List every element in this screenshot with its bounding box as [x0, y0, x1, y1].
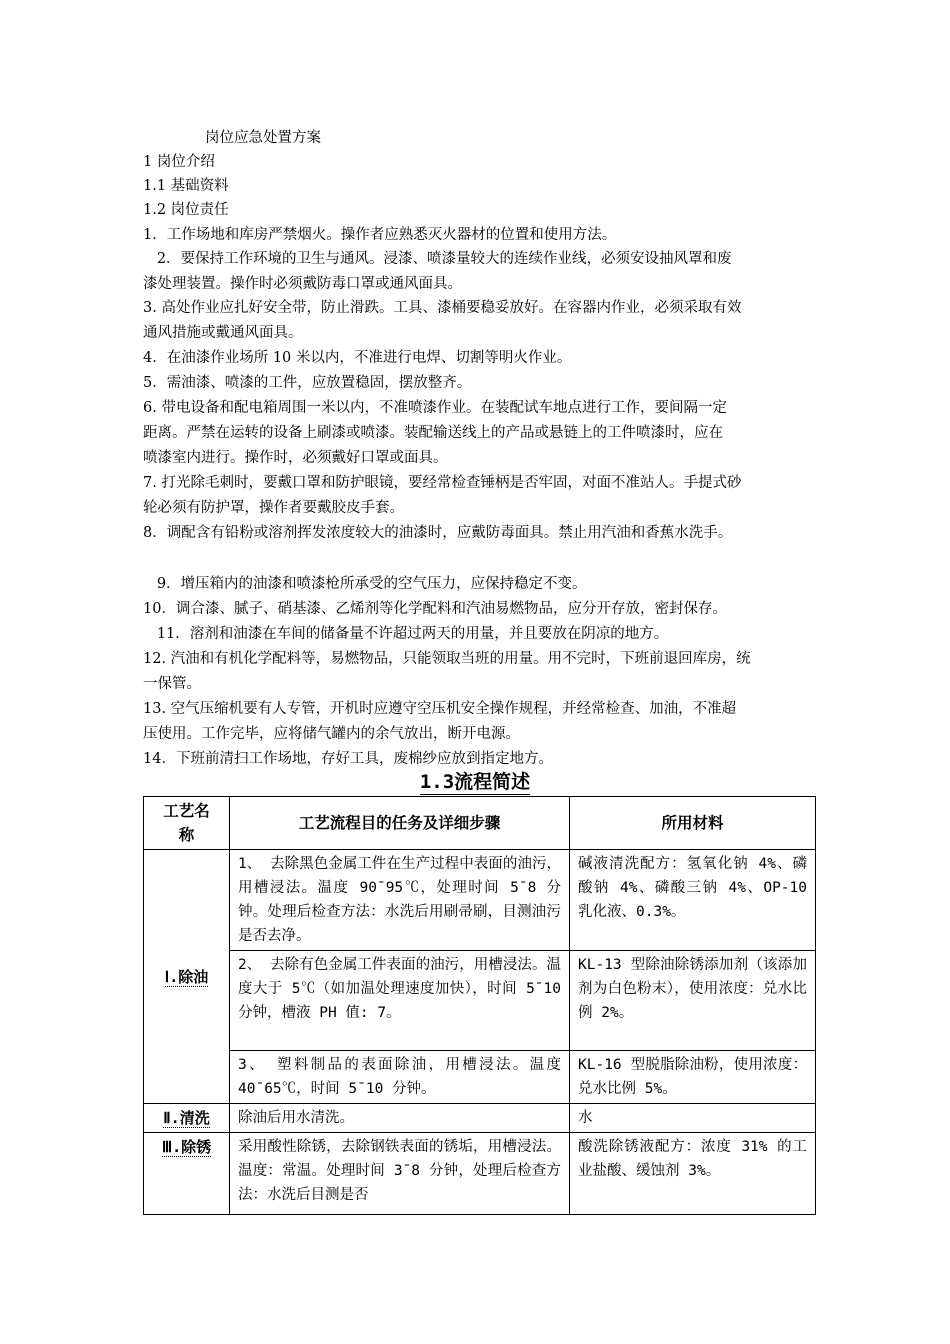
process-name-cell	[144, 1104, 230, 1133]
text-line: 漆处理装置。操作时必须戴防毒口罩或通风面具。	[143, 276, 462, 292]
process-name-cell	[144, 850, 230, 1104]
text-line: 1.1 基础资料	[143, 178, 229, 194]
text-line: 11．溶剂和油漆在车间的储备量不许超过两天的用量，并且要放在阴凉的地方。	[143, 626, 669, 642]
materials-cell: 水	[570, 1104, 816, 1133]
process-name-cell	[144, 1133, 230, 1215]
text-line: 喷漆室内进行。操作时，必须戴好口罩或面具。	[143, 450, 448, 466]
section-title	[0, 770, 950, 794]
text-line: 压使用。工作完毕，应将储气罐内的余气放出，断开电源。	[143, 726, 520, 742]
section-title-text: 1.3流程简述	[419, 771, 531, 793]
materials-cell: KL-13 型除油除锈添加剂（该添加剂为白色粉末），使用浓度：兑水比例 2%。	[570, 951, 816, 1051]
table-row	[144, 951, 816, 1051]
header-steps: 工艺流程目的任务及详细步骤	[230, 797, 570, 850]
text-line: 12. 汽油和有机化学配料等，易燃物品，只能领取当班的用量。用不完时，下班前退回库房，统	[143, 651, 751, 667]
doc-title: 岗位应急处置方案	[205, 130, 321, 146]
text-line: 距离。严禁在运转的设备上刷漆或喷漆。装配输送线上的产品或悬链上的工件喷漆时，应在	[143, 425, 723, 441]
process-table	[143, 796, 816, 1215]
text-line: 14．下班前清扫工作场地，存好工具，废棉纱应放到指定地方。	[143, 751, 553, 767]
text-line: 3. 高处作业应扎好安全带，防止滑跌。工具、漆桶要稳妥放好。在容器内作业，必须采取有效	[143, 300, 742, 316]
text-line: 10．调合漆、腻子、硝基漆、乙烯剂等化学配料和汽油易燃物品，应分开存放，密封保存。	[143, 601, 727, 617]
text-line: 8．调配含有铅粉或溶剂挥发浓度较大的油漆时，应戴防毒面具。禁止用汽油和香蕉水洗手。	[143, 525, 733, 541]
text-line: 轮必须有防护罩，操作者要戴胶皮手套。	[143, 500, 404, 516]
text-line: 5．需油漆、喷漆的工件，应放置稳固，摆放整齐。	[143, 375, 472, 391]
table-row	[144, 850, 816, 951]
text-line: 7. 打光除毛刺时，要戴口罩和防护眼镜，要经常检查锤柄是否牢固，对面不准站人。手提式砂	[143, 475, 742, 491]
text-line: 通风措施或戴通风面具。	[143, 325, 303, 341]
text-line: 9．增压箱内的油漆和喷漆枪所承受的空气压力，应保持稳定不变。	[143, 576, 587, 592]
text-line: 6. 带电设备和配电箱周围一米以内，不准喷漆作业。在装配试车地点进行工作，要间隔一定	[143, 400, 727, 416]
table-row	[144, 1133, 816, 1215]
materials-cell: 碱液清洗配方：氢氧化钠 4%、磷酸钠 4%、磷酸三钠 4%、OP-10 乳化液、0.3%。	[570, 850, 816, 951]
steps-cell: 除油后用水清洗。	[230, 1104, 570, 1133]
text-line: 2．要保持工作环境的卫生与通风。浸漆、喷漆量较大的连续作业线，必须安设抽风罩和废	[143, 251, 732, 267]
table-row	[144, 1051, 816, 1104]
process-name: Ⅰ.除油	[164, 967, 209, 986]
steps-cell: 3、 塑料制品的表面除油，用槽浸法。温度 40¯65℃，时间 5¯10 分钟。	[230, 1051, 570, 1104]
text-line: 一保管。	[143, 676, 201, 692]
process-name: Ⅲ.除锈	[161, 1138, 212, 1156]
materials-cell: KL-16 型脱脂除油粉，使用浓度：兑水比例 5%。	[570, 1051, 816, 1104]
text-line: 1.2 岗位责任	[143, 202, 229, 218]
text-line: 1 岗位介绍	[143, 154, 215, 170]
materials-cell: 酸洗除锈液配方：浓度 31% 的工业盐酸、缓蚀剂 3%。	[570, 1133, 816, 1215]
text-line: 13. 空气压缩机要有人专管，开机时应遵守空压机安全操作规程，并经常检查、加油，不准超	[143, 701, 737, 717]
steps-cell: 采用酸性除锈，去除钢铁表面的锈垢，用槽浸法。温度：常温。处理时间 3¯8 分钟，处理后检查方法：水洗后目测是否	[230, 1133, 570, 1215]
header-process-name: 工艺名称	[144, 797, 230, 850]
table-row	[144, 1104, 816, 1133]
table-header-row	[144, 797, 816, 850]
steps-cell: 2、 去除有色金属工件表面的油污，用槽浸法。温度大于 5℃（如加温处理速度加快），时间 5¯10 分钟，槽液 PH 值: 7。	[230, 951, 570, 1051]
text-line: 4．在油漆作业场所 10 米以内，不准进行电焊、切割等明火作业。	[143, 350, 572, 366]
steps-cell: 1、 去除黑色金属工件在生产过程中表面的油污，用槽浸法。温度 90¯95℃，处理时间 5¯8 分钟。处理后检查方法：水洗后用刷帚刷，目测油污是否去净。	[230, 850, 570, 951]
header-materials: 所用材料	[570, 797, 816, 850]
text-line: 1．工作场地和库房严禁烟火。操作者应熟悉灭火器材的位置和使用方法。	[143, 227, 617, 243]
process-name: Ⅱ.清洗	[163, 1109, 210, 1127]
